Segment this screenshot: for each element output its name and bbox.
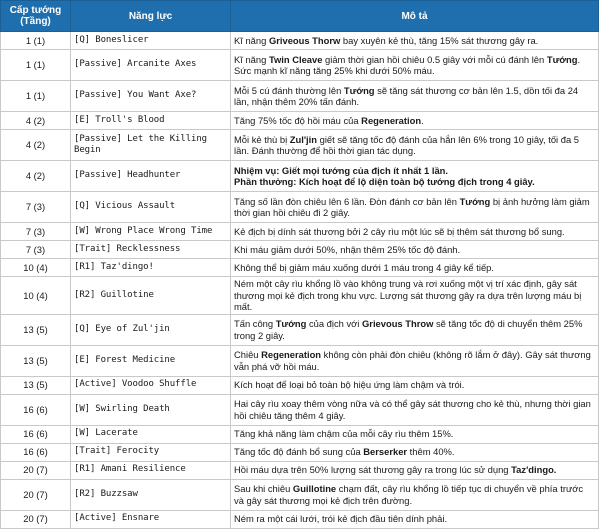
description-text: Hai cây rìu xoay thêm vòng nữa và có thể gây sát thương cho kẻ thù, nhưng thời gian hồi chiêu tăng thêm 4 giây.: [234, 398, 591, 421]
description-bold: Phần thưởng: Kích hoạt để lộ diện toàn bộ tướng địch trong 4 giây.: [234, 176, 535, 187]
ability-cell: [Trait] Ferocity: [71, 443, 231, 461]
description-cell: [231, 161, 599, 192]
description-text: bị ảnh hưởng làm giảm thời gian hồi chiêu đi 2 giây.: [234, 195, 590, 218]
description-text: Hồi máu dựa trên 50% lượng sát thương gây ra trong lúc sử dụng: [234, 464, 512, 476]
description-cell: [231, 425, 599, 443]
description-cell: [231, 443, 599, 461]
table-row: [1, 241, 599, 259]
header-level: Cấp tướng (Tầng): [1, 1, 71, 32]
level-cell: 20 (7): [1, 510, 71, 528]
description-text: Kẻ địch bị dính sát thương bởi 2 cây rìu một lúc sẽ bị thêm sát thương bổ sung.: [234, 225, 565, 237]
description-bold: Taz'dingo.: [511, 464, 557, 476]
description-bold: Tướng: [546, 53, 578, 65]
level-cell: 20 (7): [1, 461, 71, 479]
header-description: Mô tả: [231, 1, 599, 32]
ability-cell: [R1] Taz'dingo!: [71, 259, 231, 277]
table-row: [1, 223, 599, 241]
description-text: chạm đất, cây rìu khổng lồ tiếp tục di chuyển về phía trước và gây sát thương mọi kẻ địch trên đường.: [234, 483, 584, 506]
description-text: Khi máu giảm dưới 50%, nhận thêm 25% tốc độ đánh.: [234, 243, 461, 255]
table-row: [1, 192, 599, 223]
table-row: [1, 376, 599, 394]
description-bold: Griveous Thorw: [268, 34, 341, 46]
table-row: [1, 510, 599, 528]
ability-cell: [W] Lacerate: [71, 425, 231, 443]
ability-cell: [Passive] Arcanite Axes: [71, 50, 231, 81]
description-text: Kích hoạt để loại bỏ toàn bộ hiệu ứng làm chậm và trói.: [234, 379, 465, 391]
description-bold: Grievous Throw: [362, 318, 434, 329]
level-cell: 10 (4): [1, 277, 71, 315]
level-cell: 13 (5): [1, 314, 71, 345]
description-cell: [231, 50, 599, 81]
level-cell: 13 (5): [1, 376, 71, 394]
table-row: [1, 345, 599, 376]
level-cell: 7 (3): [1, 241, 71, 259]
ability-cell: [Q] Boneslicer: [71, 32, 231, 50]
table-row: [1, 461, 599, 479]
ability-cell: [E] Forest Medicine: [71, 345, 231, 376]
ability-cell: [Active] Voodoo Shuffle: [71, 376, 231, 394]
description-cell: [231, 479, 599, 510]
ability-cell: [E] Troll's Blood: [71, 112, 231, 130]
level-cell: 20 (7): [1, 479, 71, 510]
ability-cell: [Q] Vicious Assault: [71, 192, 231, 223]
description-cell: [231, 510, 599, 528]
level-cell: 16 (6): [1, 425, 71, 443]
ability-cell: [Active] Ensnare: [71, 510, 231, 528]
description-cell: [231, 130, 599, 161]
level-cell: 1 (1): [1, 81, 71, 112]
description-text: Kĩ năng: [234, 53, 269, 65]
description-text: Sau khi chiêu: [234, 483, 293, 494]
description-text: Ném một cây rìu khổng lồ vào không trung và rơi xuống một vị trí xác định, gây sát thương mọi kẻ địch trong khu vực. Lượng sát thương gây ra dựa trên lượng máu bị mất.: [234, 278, 582, 312]
table-row: [1, 81, 599, 112]
description-cell: [231, 223, 599, 241]
level-cell: 4 (2): [1, 112, 71, 130]
description-cell: [231, 277, 599, 315]
description-text: Mỗi 5 cú đánh thường lên: [234, 84, 344, 96]
ability-cell: [R1] Amani Resilience: [71, 461, 231, 479]
ability-cell: [Passive] You Want Axe?: [71, 81, 231, 112]
description-text: Mỗi kẻ thù bị: [234, 133, 290, 145]
ability-cell: [W] Wrong Place Wrong Time: [71, 223, 231, 241]
header-row: [1, 1, 599, 32]
description-cell: [231, 314, 599, 345]
description-text: sẽ tăng tốc độ di chuyển thêm 25% trong 2 giây.: [234, 318, 583, 341]
header-ability: Năng lực: [71, 1, 231, 32]
description-text: Ném ra một cái lưới, trói kẻ địch đầu tiên dính phải.: [234, 513, 448, 525]
ability-cell: [W] Swirling Death: [71, 394, 231, 425]
level-cell: 1 (1): [1, 50, 71, 81]
table-row: [1, 314, 599, 345]
description-text: Tăng tốc độ đánh bổ sung của: [234, 446, 364, 458]
description-text: thêm 40%.: [407, 446, 455, 458]
description-text: không còn phải đòn chiêu (không rõ lắm ở đây). Gây sát thương vẫn phá vỡ hồi máu.: [234, 349, 591, 372]
level-cell: 16 (6): [1, 394, 71, 425]
description-bold: Nhiệm vụ: Giết mọi tướng của địch ít nhất 1 lần.: [234, 164, 448, 176]
ability-cell: [Q] Eye of Zul'jin: [71, 314, 231, 345]
description-bold: Tướng: [275, 318, 307, 329]
level-cell: 10 (4): [1, 259, 71, 277]
description-text: Kĩ năng: [234, 34, 269, 46]
table-row: [1, 112, 599, 130]
level-cell: 16 (6): [1, 443, 71, 461]
description-bold: Berserker: [363, 446, 408, 458]
description-text: giảm thời gian hồi chiêu 0.5 giây với mỗi cú đánh lên: [322, 53, 547, 65]
description-bold: Guillotine: [292, 483, 337, 494]
description-cell: [231, 461, 599, 479]
description-cell: [231, 32, 599, 50]
ability-cell: [Passive] Let the Killing Begin: [71, 130, 231, 161]
description-cell: [231, 376, 599, 394]
table-row: [1, 394, 599, 425]
ability-cell: [R2] Guillotine: [71, 277, 231, 315]
ability-cell: [R2] Buzzsaw: [71, 479, 231, 510]
ability-cell: [Trait] Recklessness: [71, 241, 231, 259]
description-cell: [231, 259, 599, 277]
description-text: Tăng số lần đòn chiêu lên 6 lần. Đòn đánh cơ bản lên: [234, 195, 460, 207]
description-cell: [231, 81, 599, 112]
table-row: [1, 50, 599, 81]
level-cell: 1 (1): [1, 32, 71, 50]
table-row: [1, 32, 599, 50]
description-text: .: [421, 114, 424, 126]
description-text: . Sức mạnh kĩ năng tăng 25% khi dưới 50% máu.: [234, 53, 581, 76]
description-bold: Regeneration: [261, 349, 322, 360]
table-row: [1, 259, 599, 277]
table-row: [1, 443, 599, 461]
table-row: [1, 277, 599, 315]
description-text: sẽ tăng sát thương cơ bản lên 1.5, dồn tối đa 24 lần, nhận thêm 20% tấn đánh.: [234, 84, 579, 107]
description-bold: Tướng: [459, 195, 491, 207]
description-text: giết sẽ tăng tốc độ đánh của hắn lên 6% trong 10 giây, tối đa 5 lần. Đánh thường để hồi thời gian tác dụng.: [234, 133, 579, 156]
description-bold: Regeneration: [361, 114, 422, 126]
level-cell: 7 (3): [1, 192, 71, 223]
description-bold: Tướng: [343, 84, 375, 96]
level-cell: 4 (2): [1, 130, 71, 161]
description-cell: [231, 192, 599, 223]
description-cell: [231, 112, 599, 130]
description-cell: [231, 345, 599, 376]
description-cell: [231, 394, 599, 425]
level-cell: 13 (5): [1, 345, 71, 376]
description-text: Không thể bị giảm máu xuống dưới 1 máu trong 4 giây kể tiếp.: [234, 261, 494, 273]
description-bold: Zul'jin: [289, 133, 317, 145]
ability-cell: [Passive] Headhunter: [71, 161, 231, 192]
description-text: Tấn công: [234, 318, 276, 329]
description-text: bay xuyên kẻ thù, tăng 15% sát thương gây ra.: [340, 34, 539, 46]
level-cell: 7 (3): [1, 223, 71, 241]
table-row: [1, 130, 599, 161]
description-text: Tăng khả năng làm chậm của mỗi cây rìu thêm 15%.: [234, 428, 454, 440]
table-row: [1, 161, 599, 192]
description-text: của địch với: [306, 318, 362, 329]
table-row: [1, 479, 599, 510]
description-bold: Twin Cleave: [268, 53, 323, 65]
level-cell: 4 (2): [1, 161, 71, 192]
table-row: [1, 425, 599, 443]
description-text: Tăng 75% tốc độ hồi máu của: [234, 114, 362, 126]
description-cell: [231, 241, 599, 259]
description-text: Chiêu: [234, 349, 262, 360]
